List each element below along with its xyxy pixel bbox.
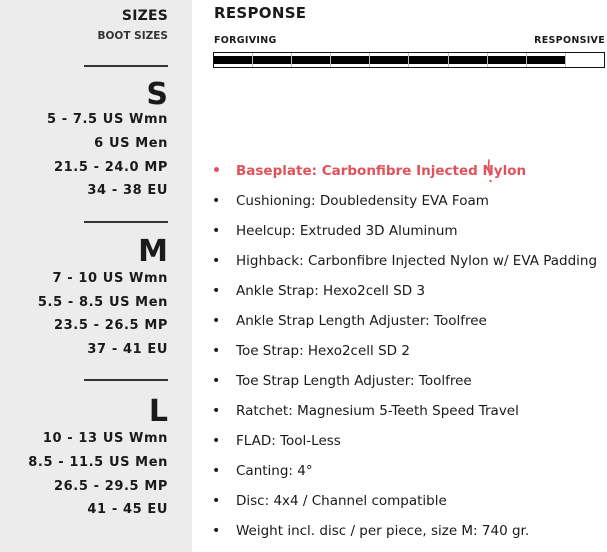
bullet-icon: • <box>212 463 221 479</box>
bullet-icon: • <box>212 313 221 329</box>
bullet-icon: • <box>212 373 221 389</box>
bullet-icon: • <box>212 403 221 419</box>
response-bar-segment <box>487 53 526 67</box>
response-bar-segment <box>526 53 565 67</box>
size-s-eu: 34 - 38 EU <box>87 183 168 198</box>
response-bar-segment <box>369 53 408 67</box>
bullet-icon: • <box>212 253 221 269</box>
size-letter-l: L <box>148 394 168 429</box>
size-m-eu: 37 - 41 EU <box>87 342 168 357</box>
size-m-mp: 23.5 - 26.5 MP <box>54 318 168 333</box>
spec-text: FLAD: Tool-Less <box>236 433 341 449</box>
spec-item-weight <box>192 523 607 552</box>
spec-item-disc <box>192 493 607 523</box>
response-bar-segment <box>448 53 487 67</box>
response-bar-segment <box>565 53 604 67</box>
size-l-mp: 26.5 - 29.5 MP <box>54 479 168 494</box>
bullet-icon: • <box>212 343 221 359</box>
spec-text: Heelcup: Extruded 3D Aluminum <box>236 223 458 239</box>
size-divider <box>84 379 168 381</box>
sizes-panel <box>0 0 192 552</box>
spec-item-highback <box>192 253 607 283</box>
spec-item-canting <box>192 463 607 493</box>
spec-item-cushioning <box>192 193 607 223</box>
bullet-icon: • <box>212 433 221 449</box>
spec-item-toe-adjuster <box>192 373 607 403</box>
bullet-icon: • <box>212 283 221 299</box>
spec-item-heelcup <box>192 223 607 253</box>
spec-text: Weight incl. disc / per piece, size M: 740 gr. <box>236 523 530 539</box>
specs-panel <box>192 0 607 552</box>
size-letter-s: S <box>146 77 168 112</box>
response-bar <box>213 52 605 68</box>
size-l-eu: 41 - 45 EU <box>87 502 168 517</box>
spec-text: Canting: 4° <box>236 463 313 479</box>
spec-item-ratchet <box>192 403 607 433</box>
spec-text: Ankle Strap Length Adjuster: Toolfree <box>236 313 487 329</box>
spec-item-ankle-strap <box>192 283 607 313</box>
response-bar-segment <box>214 53 252 67</box>
spec-text: Ratchet: Magnesium 5-Teeth Speed Travel <box>236 403 519 419</box>
response-title: RESPONSE <box>214 4 307 22</box>
response-bar-segment <box>408 53 447 67</box>
size-divider <box>84 65 168 67</box>
sizes-subtitle: BOOT SIZES <box>97 30 168 42</box>
spec-text: Cushioning: Doubledensity EVA Foam <box>236 193 489 209</box>
bullet-icon: • <box>212 223 221 239</box>
size-letter-m: M <box>138 234 168 269</box>
spec-item-ankle-adjuster <box>192 313 607 343</box>
spec-item-toe-strap <box>192 343 607 373</box>
exclamation-annotation-icon <box>486 159 494 185</box>
response-bar-segment <box>330 53 369 67</box>
size-s-men: 6 US Men <box>94 136 168 151</box>
size-m-men: 5.5 - 8.5 US Men <box>37 295 168 310</box>
bullet-icon: • <box>212 163 221 179</box>
spec-text: Ankle Strap: Hexo2cell SD 3 <box>236 283 426 299</box>
size-m-wmn: 7 - 10 US Wmn <box>52 271 168 286</box>
spec-item-flad <box>192 433 607 463</box>
bullet-icon: • <box>212 493 221 509</box>
bullet-icon: • <box>212 523 221 539</box>
spec-text: Disc: 4x4 / Channel compatible <box>236 493 447 509</box>
size-s-mp: 21.5 - 24.0 MP <box>54 160 168 175</box>
spec-item-baseplate <box>192 163 607 193</box>
size-l-men: 8.5 - 11.5 US Men <box>28 455 168 470</box>
response-bar-segment <box>291 53 330 67</box>
size-l-wmn: 10 - 13 US Wmn <box>42 431 168 446</box>
scale-label-responsive: RESPONSIVE <box>534 35 605 46</box>
spec-text: Highback: Carbonfibre Injected Nylon w/ EVA Padding <box>236 253 598 269</box>
bullet-icon: • <box>212 193 221 209</box>
size-divider <box>84 221 168 223</box>
scale-label-forgiving: FORGIVING <box>214 35 277 46</box>
sizes-title: SIZES <box>121 8 168 24</box>
response-bar-segment <box>252 53 291 67</box>
spec-text: Baseplate: Carbonfibre Injected Nylon <box>236 163 527 179</box>
spec-text: Toe Strap: Hexo2cell SD 2 <box>236 343 410 359</box>
size-s-wmn: 5 - 7.5 US Wmn <box>46 112 168 127</box>
spec-text: Toe Strap Length Adjuster: Toolfree <box>236 373 472 389</box>
